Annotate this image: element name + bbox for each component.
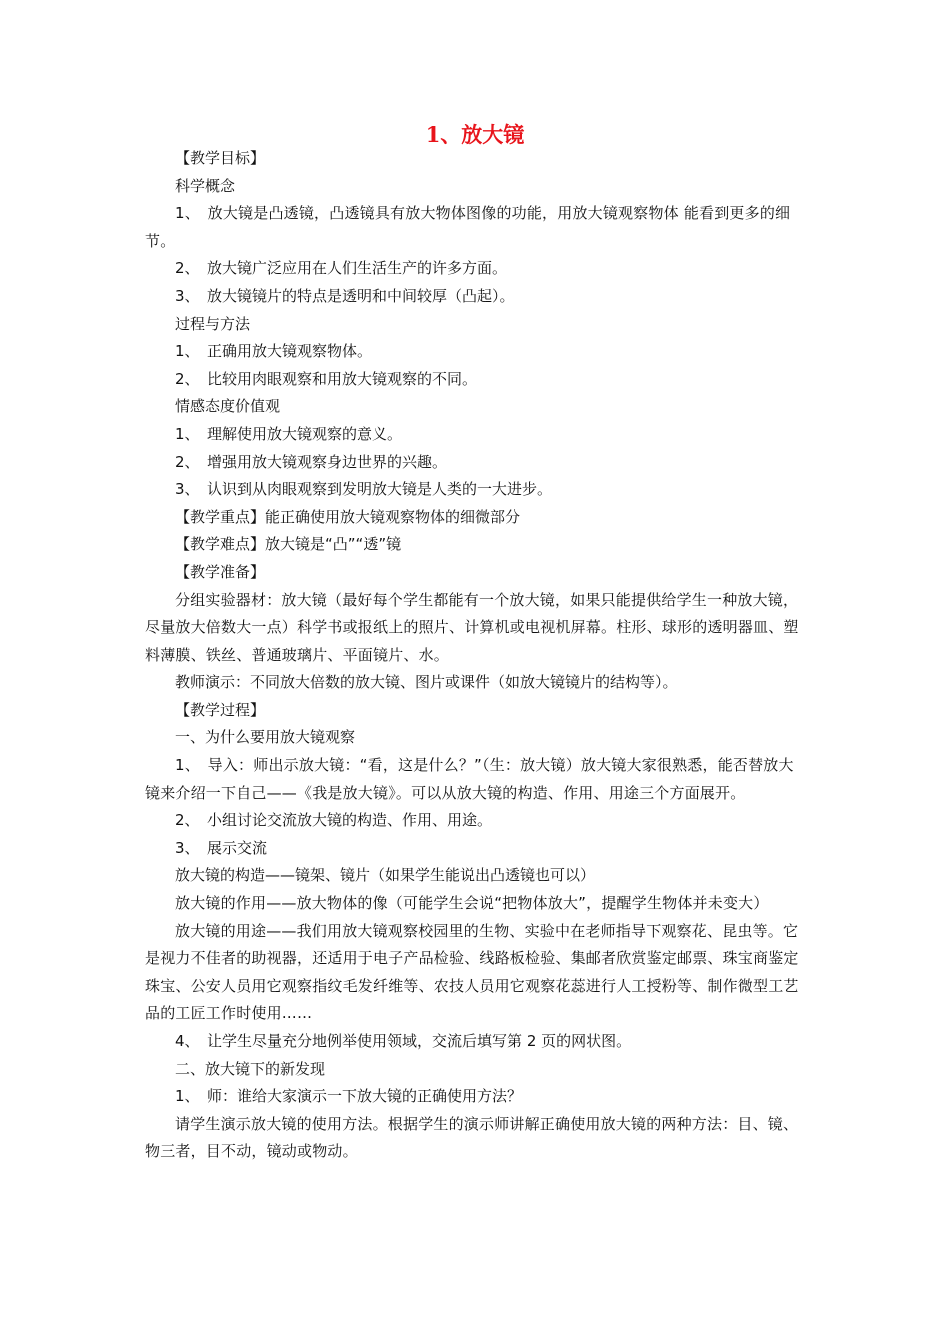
paragraph: 情感态度价值观	[175, 397, 281, 416]
paragraph: 【教学过程】	[175, 700, 266, 719]
paragraph: 分组实验器材：放大镜（最好每个学生都能有一个放大镜，如果只能提供给学生一种放大镜，尽量放大倍数大一点）科学书或报纸上的照片、计算机或电视机屏幕。柱形、球形的透明器皿、塑料薄膜、铁丝、普通玻璃片、平面镜片、水。	[145, 590, 799, 664]
paragraph: 一、为什么要用放大镜观察	[175, 728, 356, 747]
document-body	[145, 145, 800, 1166]
paragraph: 1、 师：谁给大家演示一下放大镜的正确使用方法？	[175, 1087, 523, 1106]
paragraph: 放大镜的构造——镜架、镜片（如果学生能说出凸透镜也可以）	[175, 866, 596, 885]
paragraph: 过程与方法	[175, 314, 251, 333]
paragraph: 3、 认识到从肉眼观察到发明放大镜是人类的一大进步。	[175, 480, 553, 499]
paragraph: 二、放大镜下的新发现	[175, 1059, 326, 1078]
paragraph: 2、 增强用放大镜观察身边世界的兴趣。	[175, 452, 448, 471]
paragraph: 3、 放大镜镜片的特点是透明和中间较厚（凸起）。	[175, 286, 515, 305]
paragraph: 1、 正确用放大镜观察物体。	[175, 342, 373, 361]
paragraph: 放大镜的作用——放大物体的像（可能学生会说“把物体放大”，提醒学生物体并未变大）	[175, 894, 769, 913]
paragraph: 教师演示：不同放大倍数的放大镜、图片或课件（如放大镜镜片的结构等）。	[175, 673, 678, 692]
page-title: 1、放大镜	[425, 122, 525, 147]
paragraph: 2、 比较用肉眼观察和用放大镜观察的不同。	[175, 369, 478, 388]
paragraph: 1、 理解使用放大镜观察的意义。	[175, 424, 403, 443]
paragraph: 【教学目标】	[175, 149, 266, 167]
paragraph: 2、 小组讨论交流放大镜的构造、作用、用途。	[175, 811, 493, 830]
paragraph: 1、 导入：师出示放大镜：“看，这是什么？”（生：放大镜）放大镜大家很熟悉，能否替放大镜来介绍一下自己——《我是放大镜》。可以从放大镜的构造、作用、用途三个方面展开。	[145, 756, 794, 802]
paragraph: 【教学重点】能正确使用放大镜观察物体的细微部分	[175, 507, 521, 526]
paragraph: 2、 放大镜广泛应用在人们生活生产的许多方面。	[175, 259, 508, 278]
paragraph: 1、 放大镜是凸透镜，凸透镜具有放大物体图像的功能，用放大镜观察物体 能看到更多的细节。	[145, 204, 791, 250]
paragraph: 请学生演示放大镜的使用方法。根据学生的演示师讲解正确使用放大镜的两种方法：目、镜、物三者，目不动，镜动或物动。	[145, 1114, 799, 1161]
paragraph: 科学概念	[175, 176, 236, 195]
paragraph: 3、 展示交流	[175, 838, 268, 857]
paragraph: 【教学难点】放大镜是“凸”“透”镜	[175, 535, 402, 554]
paragraph: 【教学准备】	[175, 562, 266, 581]
paragraph: 4、 让学生尽量充分地例举使用领域，交流后填写第 2 页的网状图。	[175, 1032, 632, 1050]
paragraph: 放大镜的用途——我们用放大镜观察校园里的生物、实验中在老师指导下观察花、昆虫等。它是视力不佳者的助视器，还适用于电子产品检验、线路板检验、集邮者欣赏鉴定邮票、珠宝商鉴定珠宝、公安人员用它观察指纹毛发纤维等、农技人员用它观察花蕊进行人工授粉等、制作微型工艺品的工匠工作时使用……	[145, 921, 799, 1023]
